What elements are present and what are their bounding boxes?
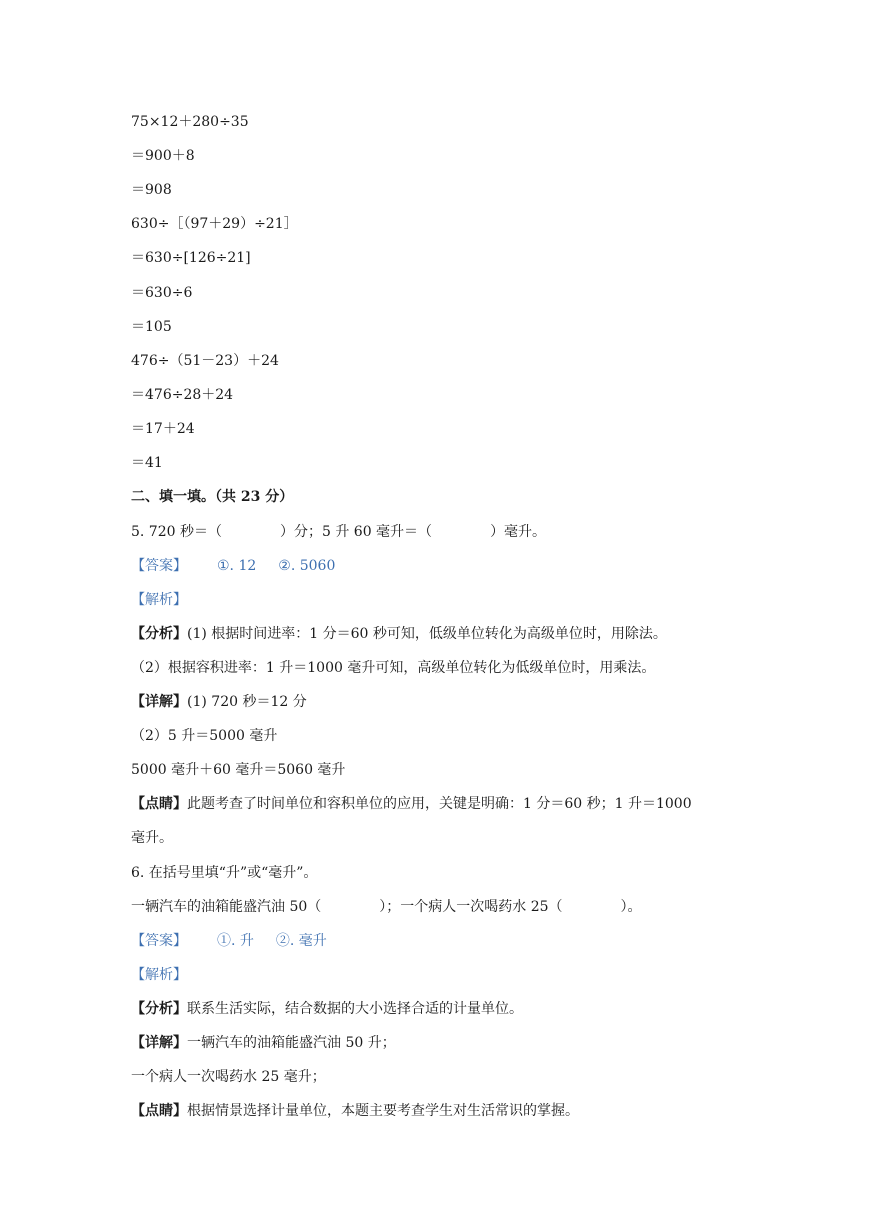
answer-item: ①. 12: [217, 558, 257, 574]
calc-line: ＝908: [131, 182, 172, 198]
q5-dianjing: [131, 794, 692, 814]
analysis-tag: 【解析】: [131, 592, 187, 608]
answer-tag: 【答案】: [131, 558, 187, 574]
question-6: [131, 897, 642, 917]
question-6-title: 6. 在括号里填“升”或“毫升”。: [131, 865, 318, 881]
calc-line: ＝900＋8: [131, 148, 195, 164]
q5-fenxi: [131, 624, 667, 644]
q6-text-3: ）。: [620, 899, 642, 915]
q5-fenxi-2: （2）根据容积进率：1 升＝1000 毫升可知，高级单位转化为低级单位时，用乘法。: [131, 660, 656, 676]
dianjing-text: 此题考查了时间单位和容积单位的应用，关键是明确：1 分＝60 秒；1 升＝1000: [187, 796, 692, 812]
q6-dianjing: [131, 1101, 579, 1121]
q6-xiangjie-2: 一个病人一次喝药水 25 毫升；: [131, 1069, 326, 1085]
dianjing-tag: 【点睛】: [131, 796, 187, 812]
q5-xiangjie-2: （2）5 升＝5000 毫升: [131, 728, 278, 744]
q6-text-1: 一辆汽车的油箱能盛汽油 50（: [131, 899, 322, 915]
question-5: [131, 522, 546, 542]
xiangjie-text: (1) 720 秒＝12 分: [187, 694, 307, 710]
calc-line: 75×12＋280÷35: [131, 114, 249, 130]
dianjing-tag: 【点睛】: [131, 1103, 187, 1119]
calc-line: ＝17＋24: [131, 421, 195, 437]
answer-item: ②. 5060: [278, 558, 336, 574]
q6-fenxi: [131, 999, 523, 1019]
calc-line: ＝41: [131, 455, 163, 471]
q6-xiangjie: [131, 1033, 396, 1053]
q5-answer: [131, 556, 335, 576]
answer-tag: 【答案】: [131, 933, 187, 949]
section-title: 二、填一填。（共 23 分）: [131, 489, 294, 505]
q6-answer: [131, 931, 327, 951]
xiangjie-text: 一辆汽车的油箱能盛汽油 50 升；: [187, 1035, 396, 1051]
answer-item: ①. 升: [217, 933, 254, 949]
fenxi-text: (1) 根据时间进率：1 分＝60 秒可知，低级单位转化为高级单位时，用除法。: [187, 626, 667, 642]
calc-line: ＝105: [131, 319, 172, 335]
q5-text-2: ）分；5 升 60 毫升＝（: [279, 524, 433, 540]
fenxi-text: 联系生活实际，结合数据的大小选择合适的计量单位。: [187, 1001, 523, 1017]
q5-xiangjie: [131, 692, 307, 712]
fenxi-tag: 【分析】: [131, 626, 187, 642]
calc-line: ＝630÷6: [131, 285, 193, 301]
dianjing-text: 根据情景选择计量单位，本题主要考查学生对生活常识的掌握。: [187, 1103, 579, 1119]
calc-line: 630÷［（97＋29）÷21］: [131, 216, 298, 232]
q6-text-2: ）；一个病人一次喝药水 25（: [379, 899, 563, 915]
q5-text-3: ）毫升。: [490, 524, 547, 540]
calc-line: 476÷（51－23）＋24: [131, 353, 279, 369]
xiangjie-tag: 【详解】: [131, 694, 187, 710]
xiangjie-tag: 【详解】: [131, 1035, 187, 1051]
q5-text-1: 5. 720 秒＝（: [131, 524, 222, 540]
q5-xiangjie-3: 5000 毫升＋60 毫升＝5060 毫升: [131, 762, 346, 778]
answer-item: ②. 毫升: [275, 933, 327, 949]
fenxi-tag: 【分析】: [131, 1001, 187, 1017]
calc-line: ＝476÷28＋24: [131, 387, 234, 403]
calc-line: ＝630÷[126÷21]: [131, 250, 251, 266]
q5-dianjing-2: 毫升。: [131, 830, 173, 846]
analysis-tag: 【解析】: [131, 967, 187, 983]
